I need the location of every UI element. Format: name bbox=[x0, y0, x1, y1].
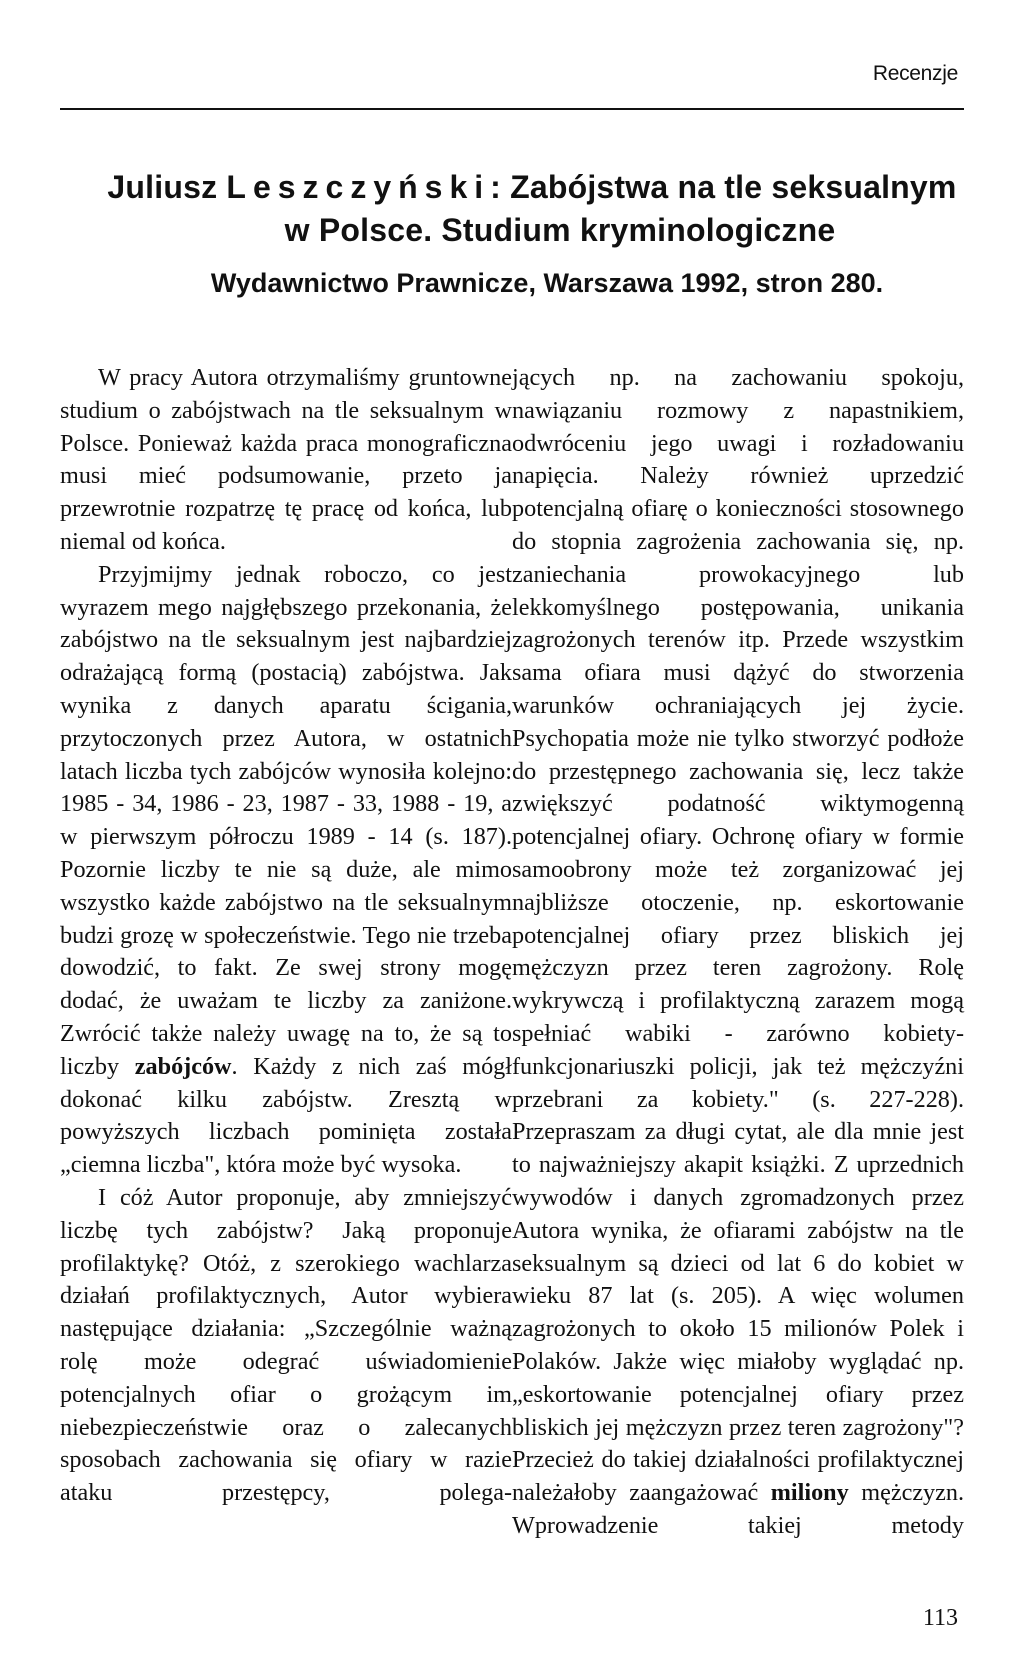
book-title-part-1: Zabójstwa na tle seksualnym bbox=[510, 169, 957, 205]
left-paragraph-3: I cóż Autor proponuje, aby zmniejszyć liczbę tych zabójstw? Jaką proponuje profilaktykę? Otóż, z szerokiego wachlarza działań profilaktycznych, Autor wybiera następujące działania: „Szczególnie ważną rolę może odegrać uświadomienie potencjalnych ofiar o grożącym im niebezpieczeństwie oraz o zalecanych sposobach zachowania się ofiary w razie ataku przestępcy, polega- bbox=[60, 1183, 512, 1507]
right-p1-bold-word: miliony bbox=[770, 1479, 849, 1507]
header-rule bbox=[60, 108, 964, 110]
left-column bbox=[60, 362, 512, 1510]
right-p1-text-before: jących np. na zachowaniu spokoju, nawiązaniu rozmowy z napastnikiem, odwróceniu jego uwagi i rozładowaniu napięcia. Należy również uprzedzić potencjalną ofiarę o konieczności stosownego do stopnia zagrożenia zachowania się, np. zaniechania prowokacyjnego lub lekkomyślnego postępowania, unikania zagrożonych terenów itp. Przede wszystkim sama ofiara musi dążyć do stworzenia warunków ochraniających jej życie. Psychopatia może nie tylko stworzyć podłoże do przestępnego zachowania się, lecz także zwiększyć podatność wiktymogenną potencjalnej ofiary. Ochronę ofiary w formie samoobrony może też zorganizować jej najbliższe otoczenie, np. eskortowanie potencjalnej ofiary przez bliskich jej mężczyzn przez teren zagrożony. Rolę wykrywczą i profilaktyczną zarazem mogą spełniać wabiki - zarówno kobiety-funkcjonariuszki policji, jak też mężczyźni przebrani za kobiety." (s. 227-228). Przepraszam za długi cytat, ale dla mnie jest to najważniejszy akapit książki. Z uprzednich wywodów i danych zgromadzonych przez Autora wynika, że ofiarami zabójstw na tle seksualnym są dzieci od lat 6 do kobiet w wieku 87 lat (s. 205). A więc wolumen zagrożonych to około 15 milionów Polek i Polaków. Jakże więc miałoby wyglądać np. „eskortowanie potencjalnej ofiary przez bliskich jej mężczyzn przez teren zagrożony"? Przecież do takiej działalności profilaktycznej należałoby zaangażować bbox=[512, 364, 964, 1507]
left-p2-text-before: Przyjmijmy jednak roboczo, co jest wyrazem mego najgłębszego przekonania, że zabójstwo na tle seksualnym jest najbardziej odrażającą formą (postacią) zabójstwa. Jak wynika z danych aparatu ścigania, przytoczonych przez Autora, w ostatnich latach liczba tych zabójców wynosiła kolejno: 1985 - 34, 1986 - 23, 1987 - 33, 1988 - 19, a w pierwszym półroczu 1989 - 14 (s. 187). Pozornie liczby te nie są duże, ale mimo wszystko każde zabójstwo na tle seksualnym budzi grozę w społeczeństwie. Tego nie trzeba dowodzić, to fakt. Ze swej strony mogę dodać, że uważam te liczby za zaniżone. Zwrócić także należy uwagę na to, że są to liczby bbox=[60, 560, 512, 1080]
title-separator: : bbox=[490, 169, 502, 205]
review-title-block bbox=[0, 166, 1024, 300]
publication-info: Wydawnictwo Prawnicze, Warszawa 1992, stron 280. bbox=[210, 268, 884, 298]
title-line-1 bbox=[0, 166, 1024, 209]
page-number: 113 bbox=[922, 1605, 958, 1631]
author-first-name: Juliusz bbox=[107, 169, 218, 205]
left-paragraph-2 bbox=[60, 559, 512, 1182]
book-title-part-2: w Polsce. Studium kryminologiczne bbox=[284, 212, 836, 248]
running-head: Recenzje bbox=[872, 62, 958, 85]
left-p2-text-after: . Każdy z nich zaś mógł dokonać kilku zabójstw. Zresztą w powyższych liczbach pominięta została „ciemna liczba", która może być wysoka. bbox=[60, 1052, 512, 1179]
left-p2-bold-word: zabójców bbox=[134, 1052, 232, 1080]
right-p1-text-after: mężczyzn. Wprowadzenie takiej metody bbox=[512, 1479, 965, 1539]
right-column bbox=[512, 362, 964, 1543]
author-last-name: Leszczyński bbox=[226, 169, 491, 205]
left-paragraph-1: W pracy Autora otrzymaliśmy gruntowne studium o zabójstwach na tle seksualnym w Polsce. Ponieważ każda praca monograficzna musi mieć podsumowanie, przeto ja przewrotnie rozpatrzę tę pracę od końca, lub niemal od końca. bbox=[60, 364, 512, 555]
right-paragraph-1 bbox=[512, 362, 964, 1543]
